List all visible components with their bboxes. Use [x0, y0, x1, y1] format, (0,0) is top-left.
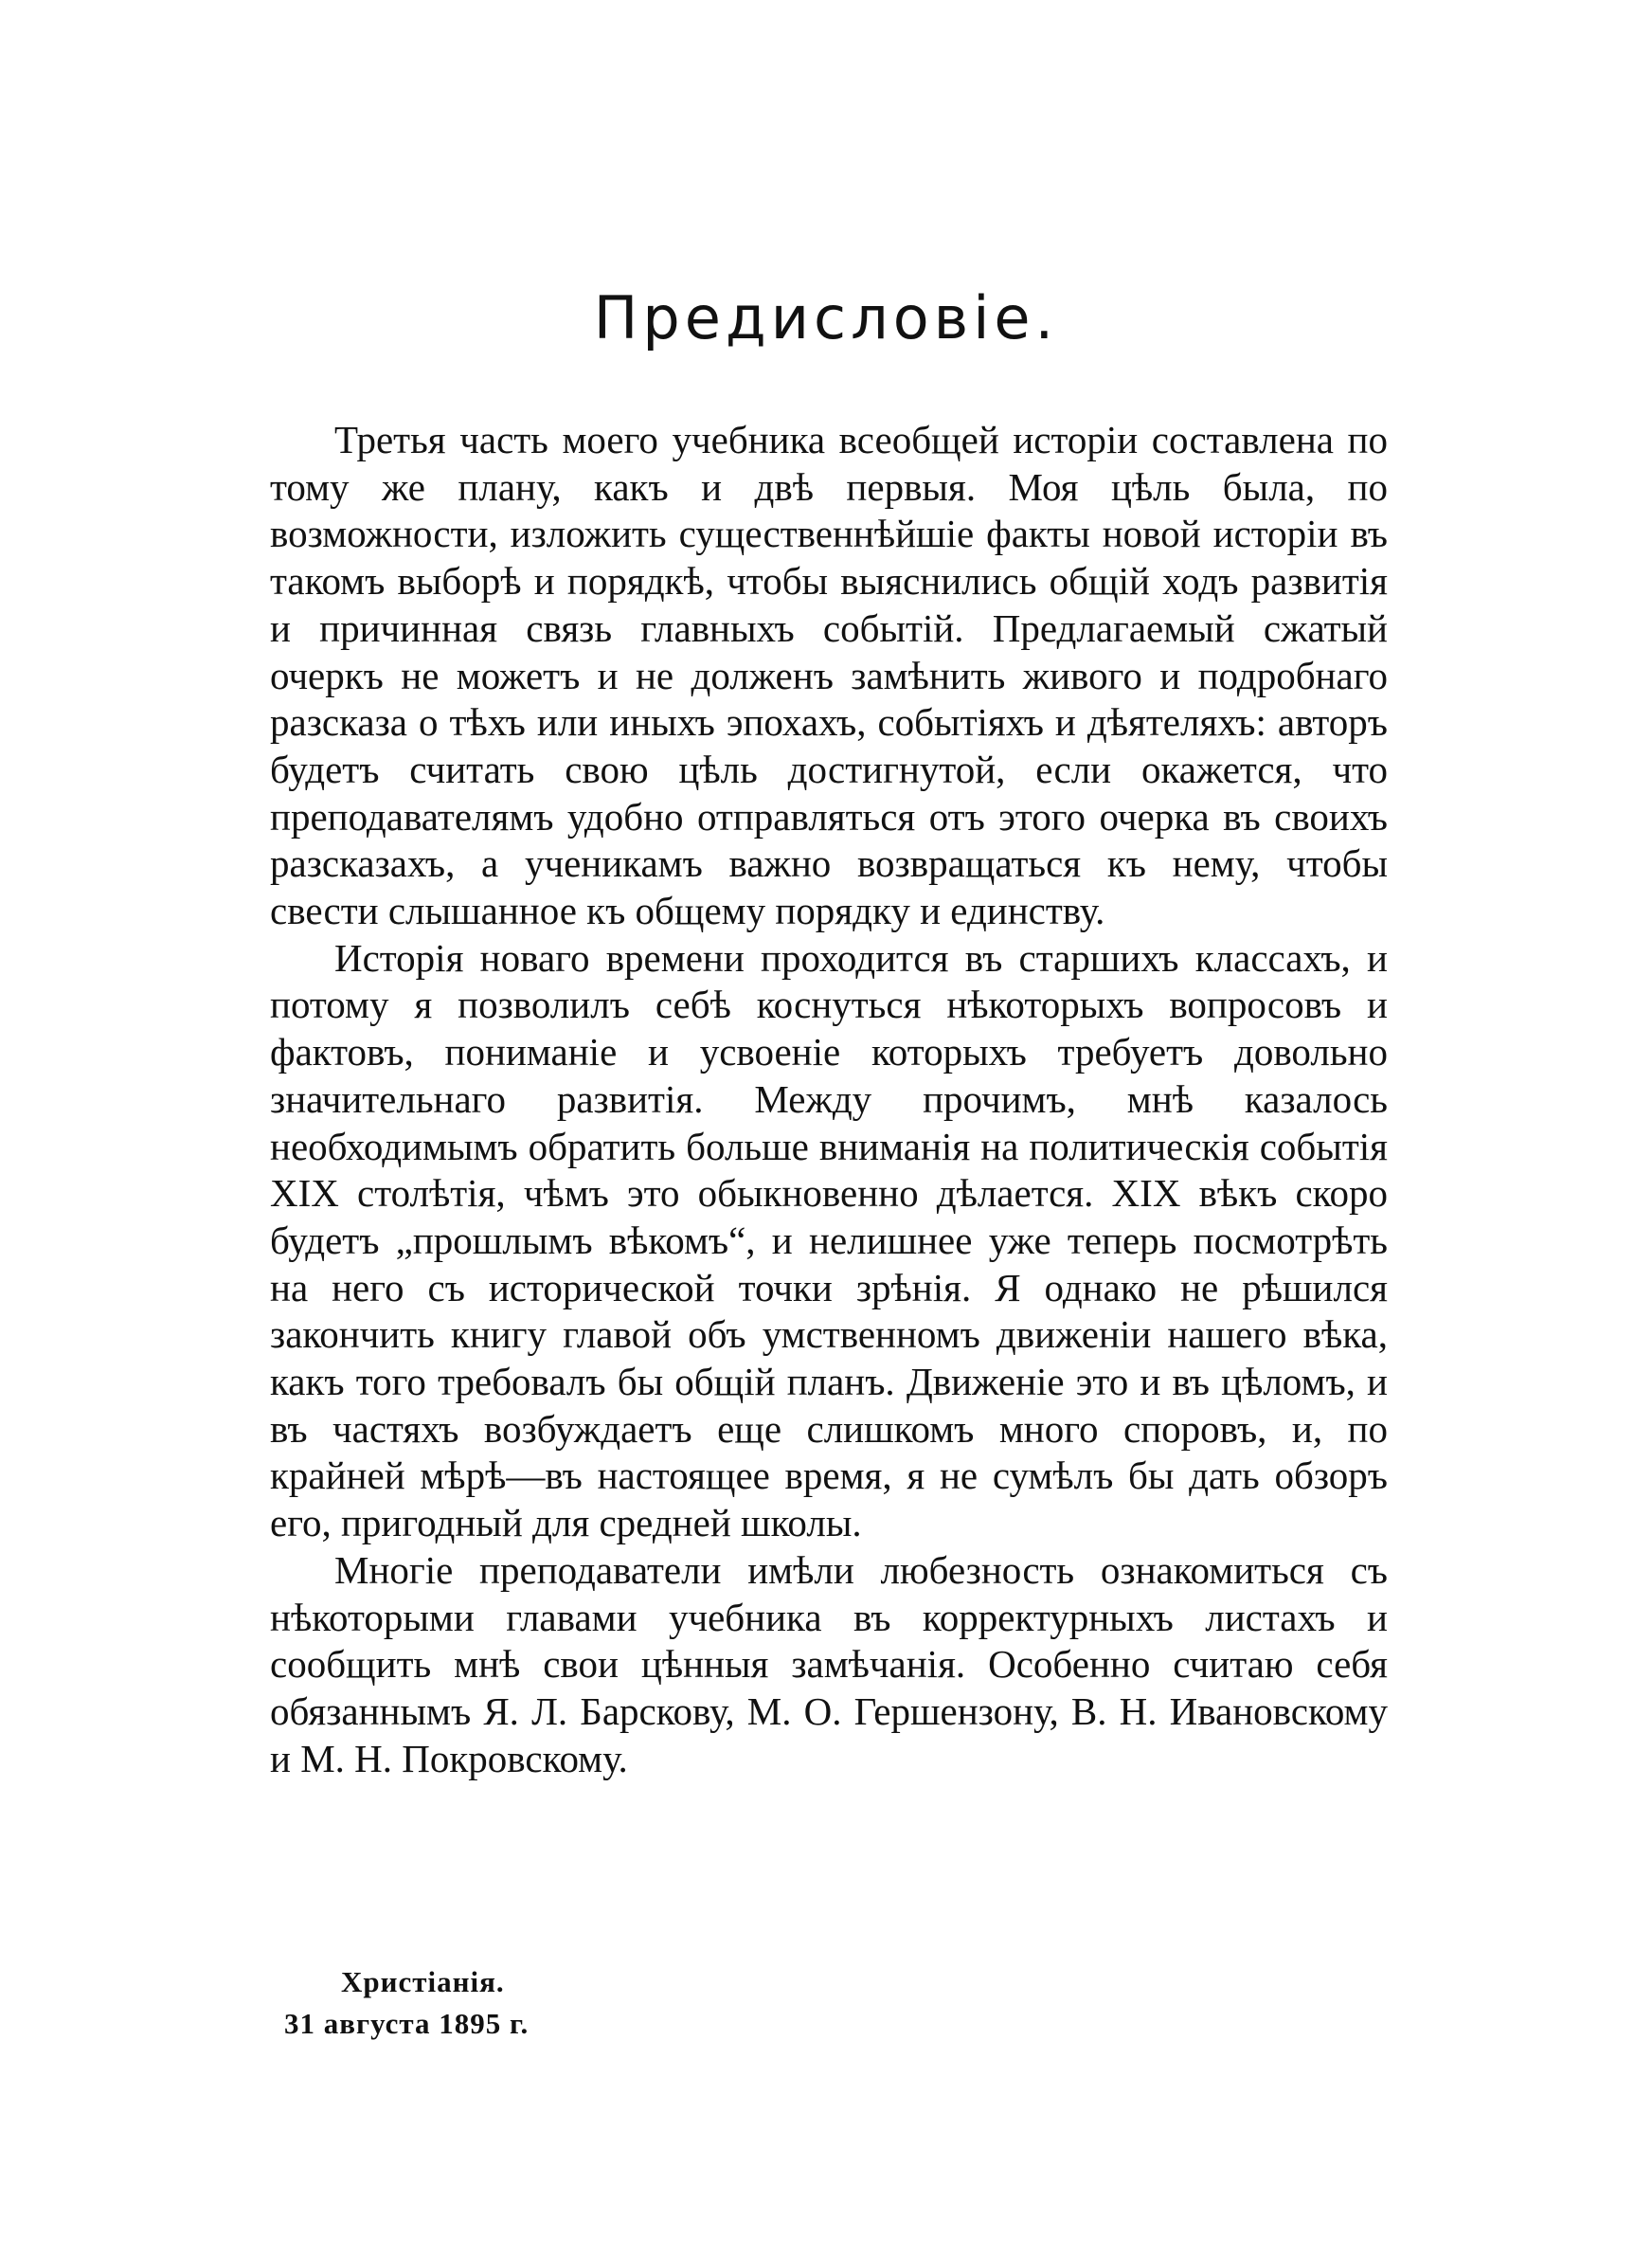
signature-date: 31 августа 1895 г.	[284, 2007, 530, 2040]
paragraph-2: Исторія новаго времени проходится въ старшихъ классахъ, и потому я позволилъ себѣ коснуться нѣкоторыхъ вопросовъ и фактовъ, пониманіе и усвоеніе которыхъ требуетъ довольно значительнаго развитія. Между прочимъ, мнѣ казалось необходимымъ обратить больше вниманія на политическія событія XIX столѣтія, чѣмъ это обыкновенно дѣлается. XIX вѣкъ скоро будетъ „прошлымъ вѣкомъ“, и нелишнее уже теперь посмотрѣть на него съ исторической точки зрѣнія. Я однако не рѣшился закончить книгу главой объ умственномъ движеніи нашего вѣка, какъ того требовалъ бы общій планъ. Движеніе это и въ цѣломъ, и въ частяхъ возбуждаетъ еще слишкомъ много споровъ, и, по крайней мѣрѣ—въ настоящее время, я не сумѣлъ бы дать обзоръ его, пригодный для средней школы.	[270, 935, 1388, 1545]
paragraph-3: Многіе преподаватели имѣли любезность ознакомиться съ нѣкоторыми главами учебника въ корректурныхъ листахъ и сообщить мнѣ свои цѣнныя замѣчанія. Особенно считаю себя обязаннымъ Я. Л. Барскову, М. О. Гершензону, В. Н. Ивановскому и М. Н. Покровскому.	[270, 1547, 1388, 1780]
paragraph-1: Третья часть моего учебника всеобщей исторіи составлена по тому же плану, какъ и двѣ первыя. Моя цѣль была, по возможности, изложить существеннѣйшіе факты новой исторіи въ такомъ выборѣ и порядкѣ, чтобы выяснились общій ходъ развитія и причинная связь главныхъ событій. Предлагаемый сжатый очеркъ не можетъ и не долженъ замѣнить живого и подробнаго разсказа о тѣхъ или иныхъ эпохахъ, событіяхъ и дѣятеляхъ: авторъ будетъ считать свою цѣль достигнутой, если окажется, что преподавателямъ удобно отправляться отъ этого очерка въ своихъ разсказахъ, а ученикамъ важно возвращаться къ нему, чтобы свести слышанное къ общему порядку и единству.	[270, 418, 1388, 933]
preface-body	[270, 417, 1388, 1782]
page-title: Предисловіе.	[593, 283, 1059, 352]
signature-place: Христіанія.	[341, 1965, 505, 1998]
signature-block	[284, 1961, 529, 2045]
